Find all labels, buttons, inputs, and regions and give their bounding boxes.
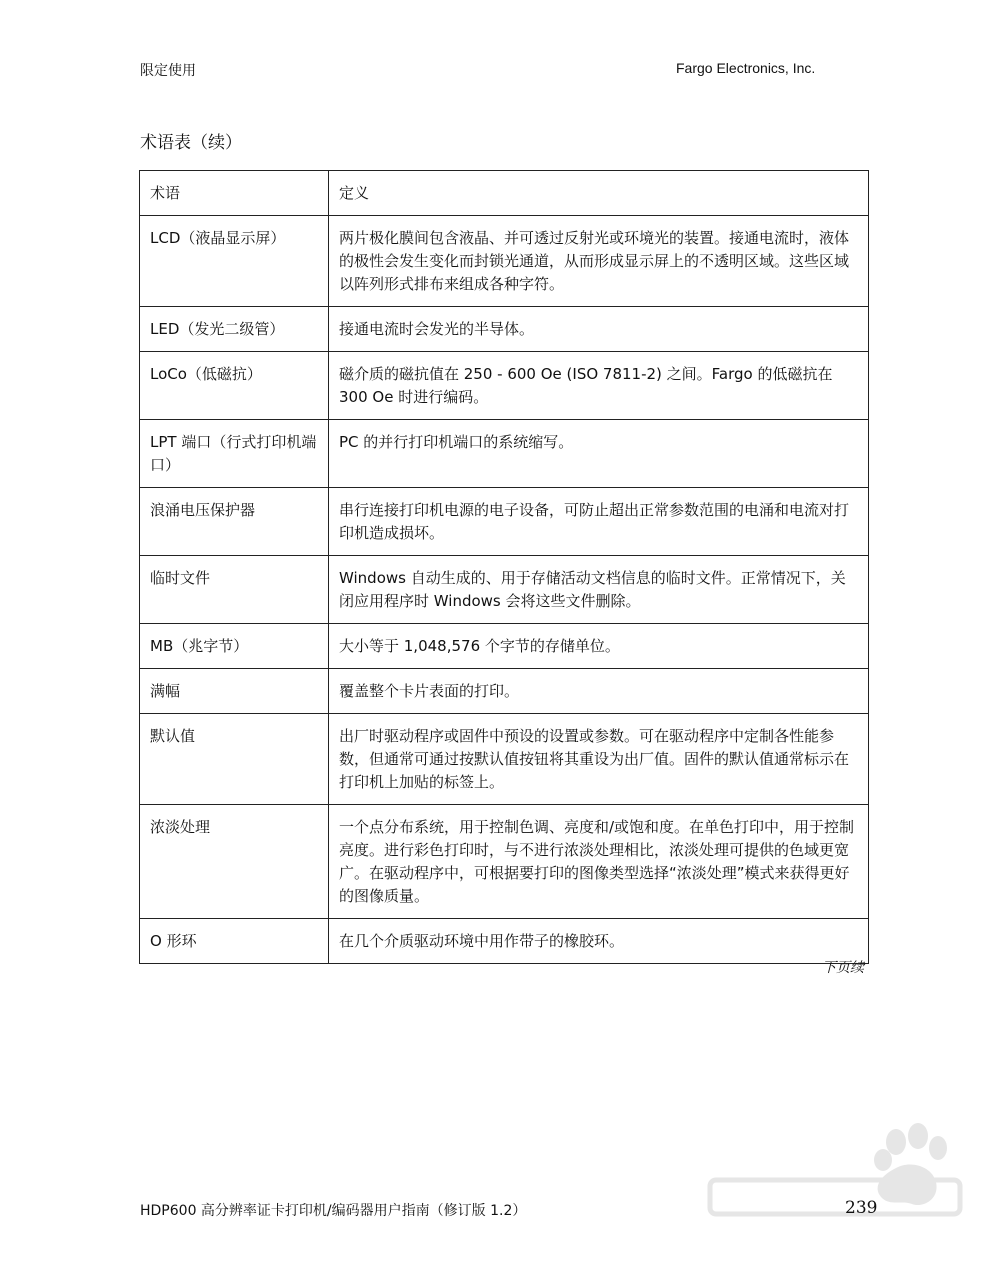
watermark-logo	[700, 1120, 980, 1265]
term-cell: MB（兆字节）	[140, 624, 329, 669]
term-cell: 默认值	[140, 714, 329, 805]
header-company-name: Fargo Electronics, Inc.	[676, 60, 816, 76]
term-cell: 临时文件	[140, 556, 329, 624]
footer-document-title: HDP600 高分辨率证卡打印机/编码器用户指南（修订版 1.2）	[140, 1203, 527, 1219]
table-row	[140, 307, 869, 352]
definition-cell: 两片极化膜间包含液晶、并可透过反射光或环境光的装置。接通电流时，液体的极性会发生变化而封锁光通道，从而形成显示屏上的不透明区域。这些区域以阵列形式排布来组成各种字符。	[329, 216, 869, 307]
definition-cell: 串行连接打印机电源的电子设备，可防止超出正常参数范围的电涌和电流对打印机造成损坏。	[329, 488, 869, 556]
header-left-label: 限定使用	[140, 63, 196, 79]
definition-cell: 大小等于 1,048,576 个字节的存储单位。	[329, 624, 869, 669]
glossary-table	[139, 170, 869, 964]
term-cell: 满幅	[140, 669, 329, 714]
term-cell: LoCo（低磁抗）	[140, 352, 329, 420]
table-header-row	[140, 171, 869, 216]
definition-cell: 一个点分布系统，用于控制色调、亮度和/或饱和度。在单色打印中，用于控制亮度。进行彩色打印时，与不进行浓淡处理相比，浓淡处理可提供的色域更宽广。在驱动程序中，可根据要打印的图像类型选择“浓淡处理”模式来获得更好的图像质量。	[329, 805, 869, 919]
continued-note: 下页续	[822, 960, 864, 976]
definition-cell: 在几个介质驱动环境中用作带子的橡胶环。	[329, 919, 869, 964]
term-cell: LCD（液晶显示屏）	[140, 216, 329, 307]
table-row	[140, 714, 869, 805]
table-row	[140, 919, 869, 964]
page-number: 239	[845, 1198, 878, 1218]
column-header-definition: 定义	[329, 171, 869, 216]
term-cell: 浪涌电压保护器	[140, 488, 329, 556]
term-cell: O 形环	[140, 919, 329, 964]
table-row	[140, 488, 869, 556]
term-cell: LED（发光二级管）	[140, 307, 329, 352]
section-title: 术语表（续）	[140, 133, 242, 153]
definition-cell: 出厂时驱动程序或固件中预设的设置或参数。可在驱动程序中定制各性能参数，但通常可通过按默认值按钮将其重设为出厂值。固件的默认值通常标示在打印机上加贴的标签上。	[329, 714, 869, 805]
definition-cell: 覆盖整个卡片表面的打印。	[329, 669, 869, 714]
table-row	[140, 805, 869, 919]
table-row	[140, 669, 869, 714]
term-cell: 浓淡处理	[140, 805, 329, 919]
table-row	[140, 420, 869, 488]
table-row	[140, 216, 869, 307]
definition-cell: 接通电流时会发光的半导体。	[329, 307, 869, 352]
table-row	[140, 556, 869, 624]
definition-cell: PC 的并行打印机端口的系统缩写。	[329, 420, 869, 488]
term-cell: LPT 端口（行式打印机端口）	[140, 420, 329, 488]
column-header-term: 术语	[140, 171, 329, 216]
table-row	[140, 624, 869, 669]
table-row	[140, 352, 869, 420]
definition-cell: 磁介质的磁抗值在 250 - 600 Oe (ISO 7811-2) 之间。Fargo 的低磁抗在 300 Oe 时进行编码。	[329, 352, 869, 420]
definition-cell: Windows 自动生成的、用于存储活动文档信息的临时文件。正常情况下，关闭应用程序时 Windows 会将这些文件删除。	[329, 556, 869, 624]
